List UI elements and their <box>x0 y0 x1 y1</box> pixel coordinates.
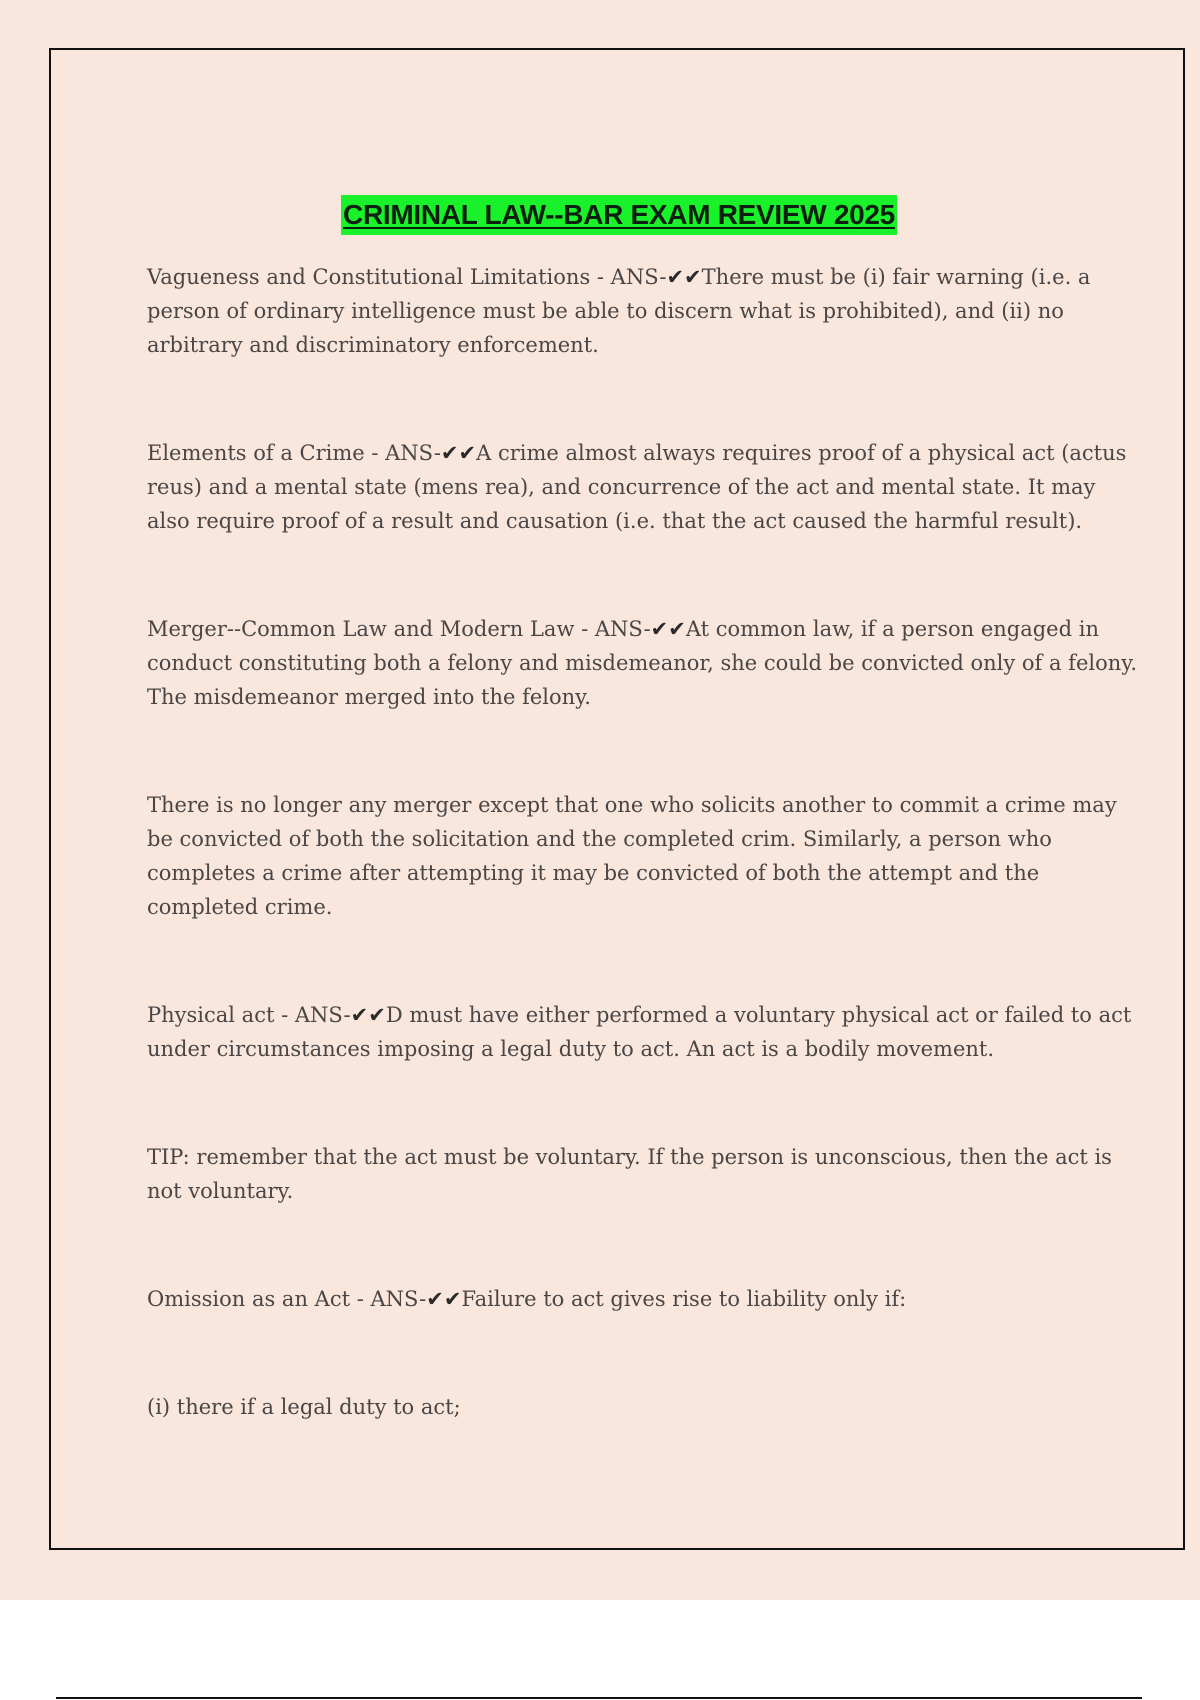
paragraph-term: Omission as an Act - ANS- <box>147 1287 427 1311</box>
paragraph-body: A crime almost always requires proof of a physical act (actus reus) and a mental state (mens rea), and concurrence of the act and mental state. It may also require proof of a result and causation (i.e. that the act caused the harmful result). <box>147 441 1127 533</box>
paragraph-body: (i) there if a legal duty to act; <box>147 1395 461 1419</box>
paragraph-body: D must have either performed a voluntary physical act or failed to act under circumstances imposing a legal duty to act. An act is a bodily movement. <box>147 1003 1132 1061</box>
paragraph-body: Failure to act gives rise to liability only if: <box>461 1287 907 1311</box>
paragraph-body: There is no longer any merger except that one who solicits another to commit a crime may be convicted of both the solicitation and the completed crim. Similarly, a person who completes a crime after attempting it may be convicted of both the attempt and the completed crime. <box>147 793 1117 919</box>
paragraph-no-merger <box>147 788 1139 924</box>
paragraph-tip <box>147 1140 1139 1208</box>
paragraph-body: TIP: remember that the act must be voluntary. If the person is unconscious, then the act is not voluntary. <box>147 1145 1112 1203</box>
document-content <box>147 260 1139 1424</box>
paragraph-elements <box>147 436 1139 538</box>
check-icon: ✔✔ <box>650 617 686 641</box>
check-icon: ✔✔ <box>350 1003 386 1027</box>
paragraph-legal-duty <box>147 1390 1139 1424</box>
check-icon: ✔✔ <box>666 265 702 289</box>
paragraph-body: There must be (i) fair warning (i.e. a person of ordinary intelligence must be able to discern what is prohibited), and (ii) no arbitrary and discriminatory enforcement. <box>147 265 1091 357</box>
title-wrapper <box>51 195 1187 235</box>
check-icon: ✔✔ <box>440 441 477 465</box>
page-frame <box>49 48 1185 1550</box>
paragraph-body: At common law, if a person engaged in conduct constituting both a felony and misdemeanor, she could be convicted only of a felony. The misdemeanor merged into the felony. <box>147 617 1138 709</box>
paragraph-physical-act <box>147 998 1139 1066</box>
paragraph-omission <box>147 1282 1139 1316</box>
paragraph-merger <box>147 612 1139 714</box>
document-title: CRIMINAL LAW--BAR EXAM REVIEW 2025 <box>341 195 897 235</box>
paragraph-vagueness <box>147 260 1139 362</box>
paragraph-term: Elements of a Crime - ANS- <box>147 441 441 465</box>
bottom-divider <box>56 1697 1142 1699</box>
paragraph-term: Merger--Common Law and Modern Law - ANS- <box>147 617 651 641</box>
check-icon: ✔✔ <box>426 1287 462 1311</box>
paragraph-term: Vagueness and Constitutional Limitations - ANS- <box>147 265 667 289</box>
paragraph-term: Physical act - ANS- <box>147 1003 351 1027</box>
